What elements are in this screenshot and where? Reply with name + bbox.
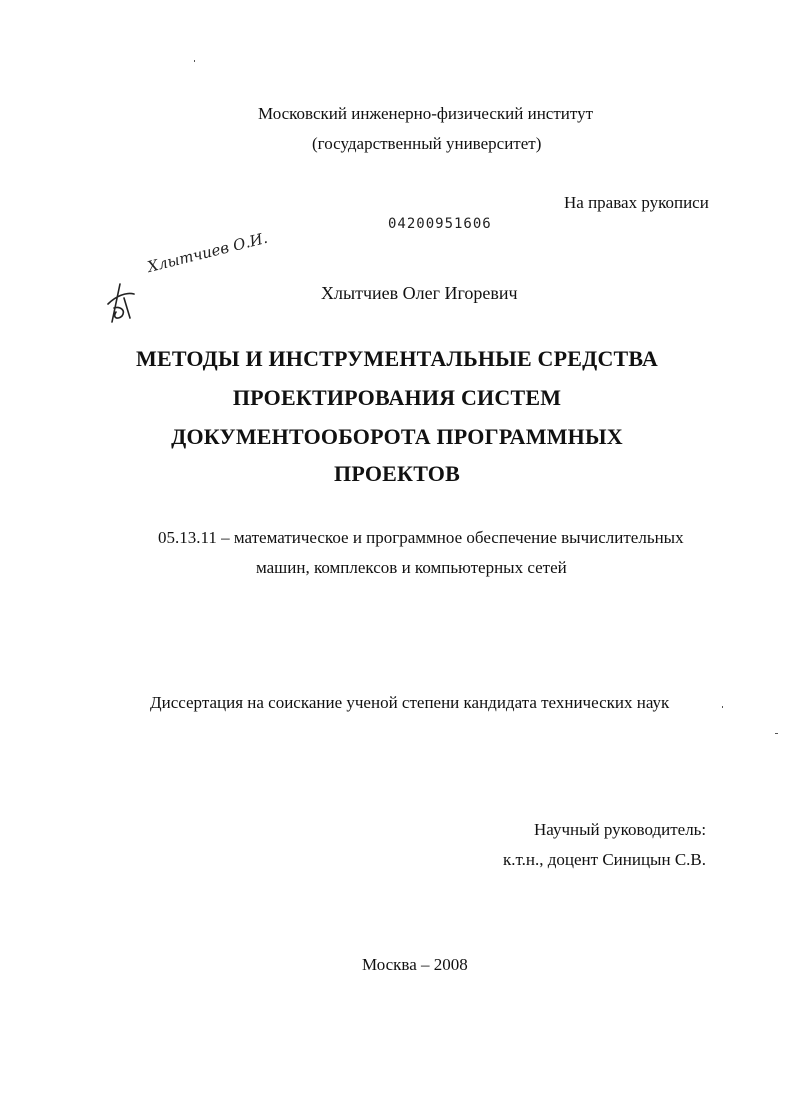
title-line-4: ПРОЕКТОВ: [334, 461, 460, 486]
handwritten-note: Хлытчиев О.И.: [145, 228, 270, 276]
title-line-3: ДОКУМЕНТООБОРОТА ПРОГРАММНЫХ: [171, 424, 623, 449]
scan-speck: [775, 733, 778, 734]
title-line-1: МЕТОДЫ И ИНСТРУМЕНТАЛЬНЫЕ СРЕДСТВА: [135, 346, 659, 371]
institute-status: (государственный университет): [312, 134, 542, 153]
rights-note: На правах рукописи: [564, 193, 709, 212]
specialty-line-1: 05.13.11 – математическое и программное обеспечение вычислительных: [158, 528, 684, 547]
supervisor-label: Научный руководитель:: [534, 820, 707, 839]
specialty-line-2: машин, комплексов и компьютерных сетей: [256, 558, 567, 577]
title-line-2: ПРОЕКТИРОВАНИЯ СИСТЕМ: [232, 385, 562, 410]
author-name: Хлытчиев Олег Игоревич: [321, 283, 518, 303]
registration-stamp: 04200951606: [388, 216, 492, 232]
institute-name: Московский инженерно-физический институт: [258, 104, 593, 123]
signature-icon: [104, 278, 138, 326]
scan-speck: [194, 60, 195, 62]
supervisor-name: к.т.н., доцент Синицын С.В.: [503, 850, 707, 869]
city-year: Москва – 2008: [362, 955, 468, 974]
scan-speck: [722, 706, 723, 708]
degree-statement: Диссертация на соискание ученой степени кандидата технических наук: [150, 693, 670, 712]
